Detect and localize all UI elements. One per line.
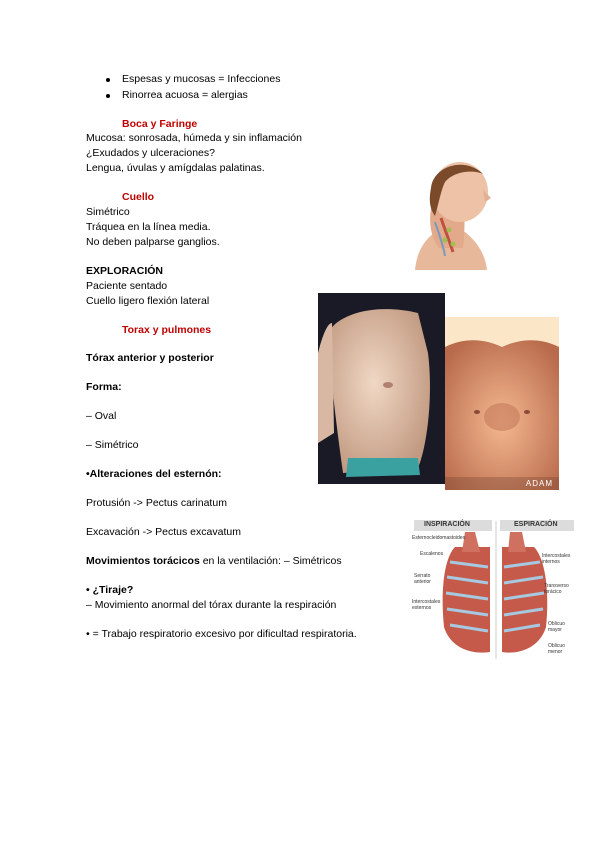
diagram-label: Intercostales externos [412, 599, 441, 611]
movements-bold: Movimientos torácicos [86, 555, 200, 567]
exploration-line-1: Paciente sentado [86, 280, 168, 292]
movements-line [86, 555, 342, 568]
thorax-subheading: Tórax anterior y posterior [86, 352, 214, 364]
movements-rest: en la ventilación: – Simétricos [199, 555, 342, 567]
diagram-label: Esternocleidomastoideo [412, 535, 466, 541]
form-label: Forma: [86, 381, 122, 393]
diagram-label: Intercostales internos [542, 553, 571, 565]
tiraje-label: • ¿Tiraje? [86, 584, 134, 596]
bullet-dot [106, 94, 110, 98]
bullet-dot [106, 78, 110, 82]
neck-line-1: Simétrico [86, 206, 130, 218]
mouth-line-1: Mucosa: sonrosada, húmeda y sin inflamación [86, 132, 302, 144]
form-oval: – Oval [86, 410, 117, 422]
diagram-label: Oblicuo mayor [548, 621, 565, 633]
mouth-line-2: ¿Exudados y ulceraciones? [86, 147, 215, 159]
form-symmetric: – Simétrico [86, 439, 139, 451]
diagram-title-inspiration: INSPIRACIÓN [424, 521, 470, 528]
thorax-heading: Torax y pulmones [122, 324, 212, 336]
photo-watermark: ADAM [525, 479, 553, 488]
tiraje-definition: – Movimiento anormal del tórax durante la respiración [86, 599, 337, 611]
neck-illustration [405, 160, 497, 270]
mouth-line-3: Lengua, úvulas y amígdalas palatinas. [86, 162, 265, 174]
nose-bullet-2: Rinorrea acuosa = alergias [122, 89, 248, 101]
excavation-line: Excavación -> Pectus excavatum [86, 526, 241, 538]
neck-line-3: No deben palparse ganglios. [86, 236, 220, 248]
diagram-label: Serrato anterior [414, 573, 431, 585]
exploration-heading: EXPLORACIÓN [86, 265, 164, 277]
exploration-line-2: Cuello ligero flexión lateral [86, 295, 210, 307]
effort-line: • = Trabajo respiratorio excesivo por dificultad respiratoria. [86, 628, 357, 640]
chest-photo-front [445, 317, 559, 490]
neck-heading: Cuello [122, 191, 155, 203]
protrusion-line: Protusión -> Pectus carinatum [86, 497, 227, 509]
diagram-label: Escalenos [420, 551, 444, 557]
diagram-label: Oblicuo menor [548, 643, 565, 655]
neck-line-2: Tráquea en la línea media. [86, 221, 211, 233]
nose-bullet-1: Espesas y mucosas = Infecciones [122, 73, 281, 85]
diagram-label: Transverso torácico [544, 583, 569, 595]
diagram-title-expiration: ESPIRACIÓN [514, 521, 558, 528]
chest-photo-side [318, 293, 445, 484]
mouth-heading: Boca y Faringe [122, 118, 198, 130]
sternum-label: •Alteraciones del esternón: [86, 468, 222, 480]
respiratory-muscles-diagram [410, 517, 578, 661]
